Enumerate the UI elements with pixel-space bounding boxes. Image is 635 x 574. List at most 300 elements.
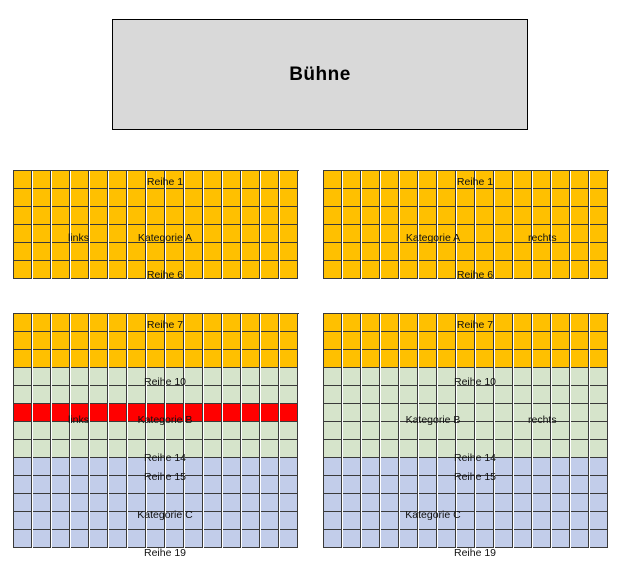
seat[interactable]	[204, 512, 222, 530]
seat[interactable]	[457, 422, 475, 440]
seat[interactable]	[33, 512, 51, 530]
seat[interactable]	[476, 350, 494, 368]
seat[interactable]	[362, 314, 380, 332]
seat[interactable]	[457, 314, 475, 332]
seat[interactable]	[533, 261, 551, 279]
seat[interactable]	[128, 422, 146, 440]
seat[interactable]	[457, 386, 475, 404]
seat[interactable]	[166, 332, 184, 350]
seat[interactable]	[128, 207, 146, 225]
seat[interactable]	[185, 458, 203, 476]
seat[interactable]	[52, 512, 70, 530]
seat[interactable]	[590, 225, 608, 243]
seat[interactable]	[514, 530, 532, 548]
seat[interactable]	[204, 440, 222, 458]
seat[interactable]	[109, 476, 127, 494]
seat[interactable]	[362, 350, 380, 368]
seat[interactable]	[261, 225, 279, 243]
seat[interactable]	[242, 368, 260, 386]
seat[interactable]	[400, 422, 418, 440]
seat[interactable]	[166, 314, 184, 332]
seat[interactable]	[495, 189, 513, 207]
seat[interactable]	[419, 422, 437, 440]
seat[interactable]	[362, 494, 380, 512]
seat[interactable]	[343, 458, 361, 476]
seat[interactable]	[280, 404, 298, 422]
seat[interactable]	[90, 243, 108, 261]
seat[interactable]	[438, 512, 456, 530]
seat[interactable]	[52, 171, 70, 189]
seat[interactable]	[381, 243, 399, 261]
seat[interactable]	[476, 530, 494, 548]
seat[interactable]	[324, 422, 342, 440]
seat[interactable]	[419, 368, 437, 386]
seat[interactable]	[419, 458, 437, 476]
seat[interactable]	[590, 189, 608, 207]
seat[interactable]	[343, 494, 361, 512]
seat[interactable]	[419, 207, 437, 225]
seat[interactable]	[280, 189, 298, 207]
seat[interactable]	[128, 386, 146, 404]
seat[interactable]	[362, 243, 380, 261]
seat[interactable]	[223, 458, 241, 476]
seat[interactable]	[71, 171, 89, 189]
seat[interactable]	[400, 314, 418, 332]
seat[interactable]	[14, 458, 32, 476]
seat[interactable]	[495, 422, 513, 440]
seat[interactable]	[90, 350, 108, 368]
seat[interactable]	[128, 350, 146, 368]
seat[interactable]	[495, 368, 513, 386]
seat[interactable]	[590, 458, 608, 476]
seat[interactable]	[590, 404, 608, 422]
seat[interactable]	[261, 368, 279, 386]
seat[interactable]	[590, 422, 608, 440]
seat[interactable]	[324, 476, 342, 494]
seat[interactable]	[109, 189, 127, 207]
seat[interactable]	[590, 530, 608, 548]
seat[interactable]	[261, 350, 279, 368]
seat[interactable]	[71, 404, 89, 422]
seat[interactable]	[552, 386, 570, 404]
seat[interactable]	[362, 458, 380, 476]
seat[interactable]	[90, 422, 108, 440]
seat[interactable]	[109, 458, 127, 476]
seat[interactable]	[185, 512, 203, 530]
seat[interactable]	[166, 243, 184, 261]
seat[interactable]	[166, 530, 184, 548]
seat[interactable]	[242, 314, 260, 332]
seat[interactable]	[362, 476, 380, 494]
seat[interactable]	[343, 243, 361, 261]
seat[interactable]	[71, 243, 89, 261]
seat[interactable]	[166, 171, 184, 189]
seat[interactable]	[33, 350, 51, 368]
seat[interactable]	[109, 243, 127, 261]
seat[interactable]	[457, 368, 475, 386]
seat[interactable]	[476, 207, 494, 225]
seat[interactable]	[242, 225, 260, 243]
seat[interactable]	[552, 225, 570, 243]
seat[interactable]	[204, 494, 222, 512]
seat[interactable]	[185, 530, 203, 548]
seat[interactable]	[381, 368, 399, 386]
seat[interactable]	[90, 404, 108, 422]
seat[interactable]	[166, 422, 184, 440]
seat[interactable]	[362, 440, 380, 458]
seat[interactable]	[438, 225, 456, 243]
seat[interactable]	[185, 494, 203, 512]
seat[interactable]	[90, 314, 108, 332]
seat[interactable]	[185, 476, 203, 494]
seat[interactable]	[185, 350, 203, 368]
seat[interactable]	[52, 440, 70, 458]
seat[interactable]	[52, 368, 70, 386]
seat[interactable]	[438, 368, 456, 386]
seat[interactable]	[109, 422, 127, 440]
seat[interactable]	[362, 225, 380, 243]
seat[interactable]	[204, 243, 222, 261]
seat[interactable]	[495, 314, 513, 332]
seat[interactable]	[514, 350, 532, 368]
seat[interactable]	[242, 243, 260, 261]
seat[interactable]	[438, 476, 456, 494]
seat[interactable]	[457, 512, 475, 530]
seat[interactable]	[514, 512, 532, 530]
seat[interactable]	[14, 207, 32, 225]
seat[interactable]	[128, 189, 146, 207]
seat[interactable]	[280, 350, 298, 368]
seat[interactable]	[552, 207, 570, 225]
seat[interactable]	[166, 440, 184, 458]
seat[interactable]	[590, 207, 608, 225]
seat[interactable]	[419, 225, 437, 243]
seat[interactable]	[90, 189, 108, 207]
seat[interactable]	[14, 314, 32, 332]
seat[interactable]	[590, 350, 608, 368]
seat[interactable]	[90, 225, 108, 243]
seat[interactable]	[71, 225, 89, 243]
seat[interactable]	[533, 332, 551, 350]
seat[interactable]	[552, 494, 570, 512]
seat[interactable]	[33, 314, 51, 332]
seat[interactable]	[204, 314, 222, 332]
seat[interactable]	[514, 494, 532, 512]
seat[interactable]	[185, 171, 203, 189]
seat[interactable]	[514, 332, 532, 350]
seat[interactable]	[476, 243, 494, 261]
seat[interactable]	[362, 422, 380, 440]
seat[interactable]	[552, 171, 570, 189]
seat[interactable]	[457, 243, 475, 261]
seat[interactable]	[185, 440, 203, 458]
seat[interactable]	[166, 386, 184, 404]
seat[interactable]	[166, 225, 184, 243]
seat[interactable]	[438, 314, 456, 332]
seat[interactable]	[223, 314, 241, 332]
seat[interactable]	[261, 530, 279, 548]
seat[interactable]	[324, 368, 342, 386]
seat[interactable]	[147, 207, 165, 225]
seat[interactable]	[109, 261, 127, 279]
seat[interactable]	[166, 458, 184, 476]
seat[interactable]	[223, 512, 241, 530]
seat[interactable]	[419, 404, 437, 422]
seat[interactable]	[166, 476, 184, 494]
seat[interactable]	[109, 368, 127, 386]
seat[interactable]	[324, 404, 342, 422]
seat[interactable]	[419, 332, 437, 350]
seat[interactable]	[495, 225, 513, 243]
seat[interactable]	[571, 476, 589, 494]
seat[interactable]	[71, 261, 89, 279]
seat[interactable]	[128, 171, 146, 189]
seat[interactable]	[457, 494, 475, 512]
seat[interactable]	[514, 368, 532, 386]
seat[interactable]	[514, 458, 532, 476]
seat[interactable]	[223, 225, 241, 243]
seat[interactable]	[533, 386, 551, 404]
seat[interactable]	[571, 261, 589, 279]
seat[interactable]	[223, 189, 241, 207]
seat[interactable]	[343, 314, 361, 332]
seat[interactable]	[147, 261, 165, 279]
seat[interactable]	[381, 261, 399, 279]
seat[interactable]	[343, 440, 361, 458]
seat[interactable]	[476, 476, 494, 494]
seat[interactable]	[109, 171, 127, 189]
seat[interactable]	[400, 404, 418, 422]
seat[interactable]	[552, 422, 570, 440]
seat[interactable]	[204, 458, 222, 476]
seat[interactable]	[90, 332, 108, 350]
seat[interactable]	[552, 530, 570, 548]
seat[interactable]	[571, 386, 589, 404]
seat[interactable]	[261, 458, 279, 476]
seat[interactable]	[71, 458, 89, 476]
seat[interactable]	[514, 261, 532, 279]
seat[interactable]	[476, 386, 494, 404]
seat[interactable]	[185, 368, 203, 386]
seat[interactable]	[90, 368, 108, 386]
seat[interactable]	[438, 404, 456, 422]
seat[interactable]	[14, 243, 32, 261]
seat[interactable]	[343, 350, 361, 368]
seat[interactable]	[476, 225, 494, 243]
seat[interactable]	[33, 422, 51, 440]
seat[interactable]	[147, 350, 165, 368]
seat[interactable]	[400, 386, 418, 404]
seat[interactable]	[552, 314, 570, 332]
seat[interactable]	[552, 261, 570, 279]
seat[interactable]	[71, 530, 89, 548]
seat[interactable]	[52, 243, 70, 261]
seat[interactable]	[90, 261, 108, 279]
seat[interactable]	[362, 386, 380, 404]
seat[interactable]	[343, 530, 361, 548]
seat[interactable]	[185, 314, 203, 332]
seat[interactable]	[280, 494, 298, 512]
seat[interactable]	[400, 225, 418, 243]
seat[interactable]	[438, 243, 456, 261]
seat[interactable]	[280, 261, 298, 279]
seat[interactable]	[166, 189, 184, 207]
seat[interactable]	[242, 422, 260, 440]
seat[interactable]	[185, 332, 203, 350]
seat[interactable]	[533, 512, 551, 530]
seat[interactable]	[343, 207, 361, 225]
seat[interactable]	[514, 189, 532, 207]
seat[interactable]	[33, 386, 51, 404]
seat[interactable]	[280, 332, 298, 350]
seat[interactable]	[166, 368, 184, 386]
seat[interactable]	[147, 225, 165, 243]
seat[interactable]	[204, 404, 222, 422]
seat[interactable]	[457, 207, 475, 225]
seat[interactable]	[147, 458, 165, 476]
seat[interactable]	[438, 494, 456, 512]
seat[interactable]	[52, 332, 70, 350]
seat[interactable]	[147, 476, 165, 494]
seat[interactable]	[362, 368, 380, 386]
seat[interactable]	[571, 440, 589, 458]
seat[interactable]	[128, 476, 146, 494]
seat[interactable]	[242, 332, 260, 350]
seat[interactable]	[242, 404, 260, 422]
seat[interactable]	[438, 171, 456, 189]
seat[interactable]	[109, 314, 127, 332]
seat[interactable]	[90, 458, 108, 476]
seat[interactable]	[400, 171, 418, 189]
seat[interactable]	[242, 189, 260, 207]
seat[interactable]	[147, 332, 165, 350]
seat[interactable]	[90, 530, 108, 548]
seat[interactable]	[533, 494, 551, 512]
seat[interactable]	[571, 422, 589, 440]
seat[interactable]	[438, 350, 456, 368]
seat[interactable]	[381, 350, 399, 368]
seat[interactable]	[362, 332, 380, 350]
seat[interactable]	[128, 225, 146, 243]
seat[interactable]	[400, 494, 418, 512]
seat[interactable]	[223, 386, 241, 404]
seat[interactable]	[14, 261, 32, 279]
seat[interactable]	[109, 225, 127, 243]
seat[interactable]	[90, 386, 108, 404]
seat[interactable]	[552, 243, 570, 261]
seat[interactable]	[204, 171, 222, 189]
seat[interactable]	[419, 386, 437, 404]
seat[interactable]	[204, 476, 222, 494]
seat[interactable]	[71, 332, 89, 350]
seat[interactable]	[552, 189, 570, 207]
seat[interactable]	[242, 261, 260, 279]
seat[interactable]	[533, 243, 551, 261]
seat[interactable]	[400, 458, 418, 476]
seat[interactable]	[147, 243, 165, 261]
seat[interactable]	[52, 422, 70, 440]
seat[interactable]	[261, 386, 279, 404]
seat[interactable]	[33, 332, 51, 350]
seat[interactable]	[14, 404, 32, 422]
seat[interactable]	[400, 261, 418, 279]
seat[interactable]	[52, 476, 70, 494]
seat[interactable]	[495, 440, 513, 458]
seat[interactable]	[457, 404, 475, 422]
seat[interactable]	[495, 207, 513, 225]
seat[interactable]	[52, 225, 70, 243]
seat[interactable]	[280, 207, 298, 225]
seat[interactable]	[324, 494, 342, 512]
seat[interactable]	[495, 458, 513, 476]
seat[interactable]	[280, 171, 298, 189]
seat[interactable]	[14, 494, 32, 512]
seat[interactable]	[476, 422, 494, 440]
seat[interactable]	[514, 171, 532, 189]
seat[interactable]	[242, 440, 260, 458]
seat[interactable]	[128, 404, 146, 422]
seat[interactable]	[147, 314, 165, 332]
seat[interactable]	[128, 440, 146, 458]
seat[interactable]	[261, 512, 279, 530]
seat[interactable]	[147, 530, 165, 548]
seat[interactable]	[33, 189, 51, 207]
seat[interactable]	[419, 314, 437, 332]
seat[interactable]	[590, 386, 608, 404]
seat[interactable]	[90, 440, 108, 458]
seat[interactable]	[571, 243, 589, 261]
seat[interactable]	[457, 458, 475, 476]
seat[interactable]	[362, 189, 380, 207]
seat[interactable]	[223, 368, 241, 386]
seat[interactable]	[495, 261, 513, 279]
seat[interactable]	[419, 189, 437, 207]
seat[interactable]	[147, 368, 165, 386]
seat[interactable]	[400, 243, 418, 261]
seat[interactable]	[419, 494, 437, 512]
seat[interactable]	[343, 225, 361, 243]
seat[interactable]	[514, 440, 532, 458]
seat[interactable]	[204, 350, 222, 368]
seat[interactable]	[223, 530, 241, 548]
seat[interactable]	[533, 171, 551, 189]
seat[interactable]	[261, 494, 279, 512]
seat[interactable]	[71, 440, 89, 458]
seat[interactable]	[280, 476, 298, 494]
seat[interactable]	[514, 225, 532, 243]
seat[interactable]	[185, 386, 203, 404]
seat[interactable]	[381, 440, 399, 458]
seat[interactable]	[128, 494, 146, 512]
seat[interactable]	[33, 476, 51, 494]
seat[interactable]	[33, 171, 51, 189]
seat[interactable]	[495, 530, 513, 548]
seat[interactable]	[438, 422, 456, 440]
seat[interactable]	[495, 404, 513, 422]
seat[interactable]	[71, 350, 89, 368]
seat[interactable]	[261, 440, 279, 458]
seat[interactable]	[381, 225, 399, 243]
seat[interactable]	[185, 225, 203, 243]
seat[interactable]	[590, 314, 608, 332]
seat[interactable]	[381, 332, 399, 350]
seat[interactable]	[280, 243, 298, 261]
seat[interactable]	[147, 494, 165, 512]
seat[interactable]	[33, 458, 51, 476]
seat[interactable]	[280, 368, 298, 386]
seat[interactable]	[324, 225, 342, 243]
seat[interactable]	[381, 458, 399, 476]
